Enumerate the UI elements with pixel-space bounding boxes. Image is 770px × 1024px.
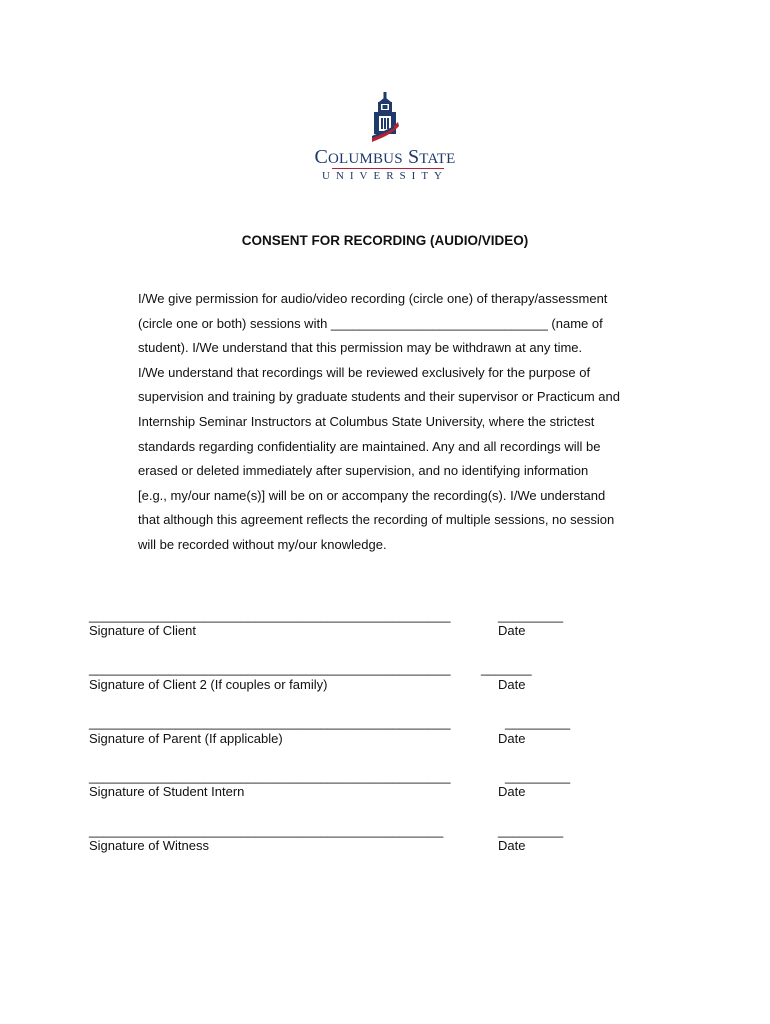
client2-date-line[interactable]: _______	[481, 661, 532, 676]
document-title: CONSENT FOR RECORDING (AUDIO/VIDEO)	[241, 233, 529, 248]
intern-date-line[interactable]: _________	[505, 769, 571, 784]
university-logo	[0, 92, 770, 144]
wordmark-divider	[332, 168, 444, 169]
paragraph-line: standards regarding confidentiality are maintained. Any and all recordings will be	[138, 438, 601, 454]
paragraph-line: supervision and training by graduate students and their supervisor or Practicum and	[138, 389, 620, 405]
university-subtitle: UNIVERSITY	[322, 170, 448, 182]
paragraph-line: that although this agreement reflects the recording of multiple sessions, no session	[138, 512, 615, 528]
tower-icon	[368, 92, 402, 144]
client2-signature-label: Signature of Client 2 (If couples or family)	[89, 677, 328, 692]
paragraph-line: I/We understand that recordings will be reviewed exclusively for the purpose of	[138, 364, 591, 380]
client2-signature-line[interactable]: __________________________________________________	[89, 661, 451, 676]
paragraph-line: I/We give permission for audio/video recording (circle one) of therapy/assessment	[138, 291, 608, 306]
intern-signature-label: Signature of Student Intern	[89, 784, 245, 799]
parent-signature-label: Signature of Parent (If applicable)	[89, 731, 283, 746]
paragraph-line: will be recorded without my/our knowledge.	[138, 536, 387, 552]
witness-date-line[interactable]: _________	[498, 823, 564, 838]
client2-date-label: Date	[498, 677, 526, 692]
client-signature-line[interactable]: __________________________________________________	[89, 608, 451, 623]
witness-date-label: Date	[498, 838, 526, 853]
paragraph-line: (circle one or both) sessions with ______________________________ (name of	[138, 315, 603, 331]
paragraph-line: [e.g., my/our name(s)] will be on or accompany the recording(s). I/We understand	[138, 487, 606, 503]
parent-signature-line[interactable]: __________________________________________________	[89, 715, 451, 730]
paragraph-line: Internship Seminar Instructors at Columbus State University, where the strictest	[138, 413, 595, 429]
paragraph-line: student). I/We understand that this permission may be withdrawn at any time.	[138, 340, 583, 356]
witness-signature-label: Signature of Witness	[89, 838, 209, 853]
intern-date-label: Date	[498, 784, 526, 799]
intern-signature-line[interactable]: __________________________________________________	[89, 769, 451, 784]
university-wordmark: COLUMBUS STATE	[314, 146, 456, 168]
client-date-line[interactable]: _________	[498, 608, 564, 623]
witness-signature-line[interactable]: _________________________________________________	[89, 823, 444, 838]
client-signature-label: Signature of Client	[89, 623, 196, 638]
paragraph-line: erased or deleted immediately after supervision, and no identifying information	[138, 463, 589, 479]
client-date-label: Date	[498, 623, 526, 638]
parent-date-label: Date	[498, 731, 526, 746]
parent-date-line[interactable]: _________	[505, 715, 571, 730]
consent-paragraph	[138, 287, 658, 558]
